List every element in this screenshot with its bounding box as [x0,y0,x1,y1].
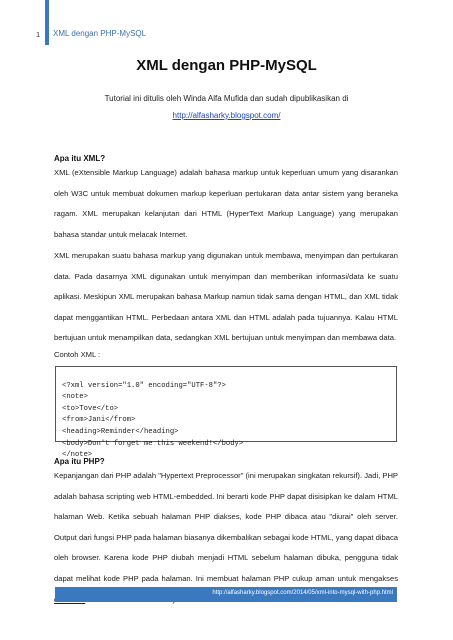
code-line: <note> [62,393,88,402]
xml-code-block [55,366,397,460]
document-title: XML dengan PHP-MySQL [136,57,317,74]
code-line: </note> [62,451,93,460]
section-xml-heading-wrap [54,154,398,163]
xml-paragraph-1-wrap [54,163,398,245]
section-heading-php: Apa itu PHP? [54,457,105,466]
code-line: <?xml version="1.0" encoding="UTF-8"?> [62,381,226,390]
page-header [0,0,453,44]
section-php-heading-wrap [54,457,398,466]
php-text-before: Kepanjangan dari PHP adalah "Hypertext Preprocessor" (ini merupakan singkatan rekursif). Jadi, PHP adalah bahasa scripting web HTML-embedded. Ini berarti kode PHP dapat disisipkan ke dalam HTML halaman Web. Ketika sebuah halaman PHP diakses, kode PHP dibaca atau "diurai" oleh server. Output dari fungsi PHP pada halaman biasanya dikembalikan sebagai kode HTML, yang dapat dibaca oleh browser. Karena kode PHP diubah menjadi HTML sebelum halaman dibuka, pengguna tidak dapat melihat kode PHP pada halaman. Ini membuat halaman PHP cukup aman untuk mengakses [54,471,398,583]
xml-paragraph-2-wrap [54,246,398,349]
header-accent-bar [45,0,49,45]
example-label: Contoh XML : [54,350,101,359]
code-line: <from>Jani</from> [62,416,136,425]
code-line: <body>Don't forget me this weekend!</body> [62,439,244,448]
xml-paragraph-1: XML (eXtensible Markup Language) adalah bahasa markup untuk keperluan umum yang disarankan oleh W3C untuk membuat dokumen markup keperluan pertukaran data antar sistem yang beraneka ragam. XML merupakan kelanjutan dari HTML (HyperText Markup Language) yang merupakan bahasa standar untuk melacak Internet. [54,168,398,239]
footer-url[interactable]: http://alfasharky.blogspot.com/2014/05/xml-into-mysql-with-php.html [212,590,393,596]
blog-link[interactable]: http://alfasharky.blogspot.com/ [172,111,281,120]
xml-paragraph-2: XML merupakan suatu bahasa markup yang digunakan untuk membawa, menyimpan dan pertukaran data. Pada dasarnya XML digunakan untuk menyimpan dan memberikan informasi/data ke suatu aplikasi. Meskipun XML merupakan bahasa Markup namun tidak sama dengan HTML, dan XML tidak dapat menggantikan HTML. Perbedaan antara XML dan HTML adalah pada tujuannya. Kalau HTML bertujuan untuk menampilkan data, sedangkan XML bertujuan untuk menyimpan dan membawa data. [54,251,398,343]
example-label-wrap [54,349,398,361]
page-number: 1 [36,30,41,39]
section-heading-xml: Apa itu XML? [54,154,106,163]
running-title: XML dengan PHP-MySQL [53,29,147,38]
code-line: <to>Tove</to> [62,404,119,413]
code-line: <heading>Reminder</heading> [62,427,179,436]
document-subtitle: Tutorial ini ditulis oleh Winda Alfa Mufida dan sudah dipublikasikan di [104,94,349,103]
